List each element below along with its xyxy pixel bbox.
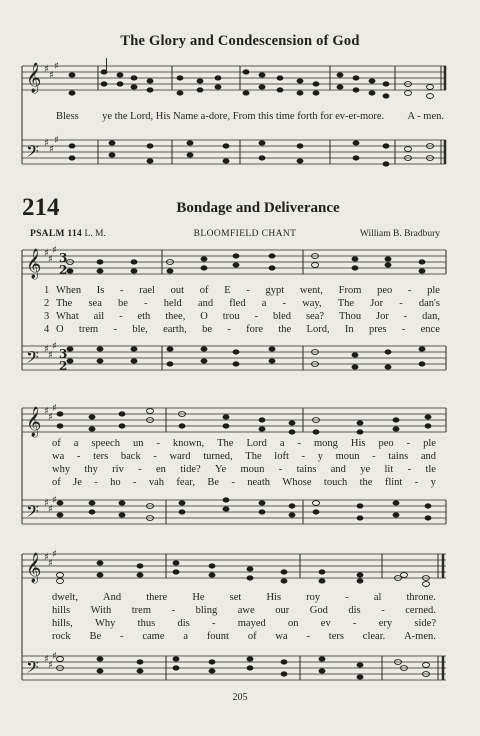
- lyric-word: -: [138, 464, 142, 475]
- svg-text:♯: ♯: [52, 495, 57, 506]
- lyric-word: flint: [384, 477, 403, 488]
- lyric-word: ail: [93, 311, 105, 322]
- page-heading: The Glory and Condescension of God: [120, 33, 360, 49]
- lyric-word: why: [52, 464, 71, 475]
- lyric-word: mong: [313, 438, 338, 449]
- lyric-word: our: [275, 605, 290, 616]
- lyric-word: -: [120, 285, 124, 296]
- tune-name: BLOOMFIELD CHANT: [193, 229, 297, 239]
- top-lyric-line: [56, 111, 444, 123]
- svg-text:♯: ♯: [54, 61, 59, 72]
- lyric-word: vah: [148, 477, 165, 488]
- lyric-word: -: [76, 451, 81, 462]
- lyric-word: The: [245, 451, 262, 462]
- lyric-word: out: [170, 285, 185, 296]
- lyric-word: Thou: [338, 311, 362, 322]
- lyric-word: -: [211, 618, 216, 629]
- lyric-word: tide?: [180, 464, 201, 475]
- lyric-word: roy: [306, 592, 321, 603]
- lyric-word: -: [372, 451, 376, 462]
- svg-text:♯: ♯: [48, 504, 53, 515]
- lyric-word: ple: [423, 438, 436, 449]
- page-number: 205: [232, 692, 248, 703]
- lyric-word: The: [56, 298, 73, 309]
- lyric-word: ence: [420, 324, 440, 335]
- svg-text:𝄢: 𝄢: [26, 657, 39, 681]
- lyric-word: be: [118, 298, 128, 309]
- bass-staff: [22, 140, 446, 164]
- lyric-word: thee,: [165, 311, 186, 322]
- lyric-word: of: [199, 285, 209, 296]
- treble-clef-icon: 𝄞: [26, 63, 42, 93]
- lyric-word: Bless: [56, 111, 79, 122]
- svg-text:2: 2: [59, 359, 68, 373]
- lyric-word: bling: [195, 605, 218, 616]
- svg-text:𝄢: 𝄢: [26, 347, 39, 371]
- lyric-word: Jor: [370, 298, 384, 309]
- lyric-word: Lord,: [306, 324, 330, 335]
- lyric-word: sea?: [305, 311, 325, 322]
- lyric-line: [52, 438, 436, 450]
- lyric-word: ters: [328, 631, 344, 642]
- lyric-word: dan's: [418, 298, 440, 309]
- lyric-word: y: [430, 477, 436, 488]
- lyric-word: bled: [272, 311, 292, 322]
- lyric-word: peo: [377, 285, 393, 296]
- lyric-word: -: [381, 605, 385, 616]
- lyric-word: tle: [425, 464, 436, 475]
- lyric-word: What: [56, 311, 79, 322]
- lyric-word: thy: [84, 464, 98, 475]
- lyric-word: A-men.: [404, 631, 436, 642]
- lyric-word: fore: [246, 324, 264, 335]
- lyric-word: -: [254, 311, 259, 322]
- svg-text:♯: ♯: [54, 135, 59, 146]
- lyric-word: a: [183, 631, 188, 642]
- svg-text:♯: ♯: [48, 660, 53, 671]
- lyric-word: With: [90, 605, 112, 616]
- lyric-word: pres: [368, 324, 387, 335]
- svg-text:𝄢: 𝄢: [26, 501, 39, 525]
- lyric-word: He: [192, 592, 205, 603]
- lyric-word: ery: [378, 618, 393, 629]
- lyric-word: un: [132, 438, 144, 449]
- meter: L. M.: [84, 229, 106, 239]
- lyric-word: -: [306, 631, 310, 642]
- svg-text:♯: ♯: [44, 406, 49, 417]
- lyric-line: [56, 311, 440, 323]
- svg-text:♯: ♯: [44, 344, 49, 355]
- svg-text:♯: ♯: [44, 552, 49, 563]
- lyric-word: dan,: [422, 311, 440, 322]
- lyric-word: tains: [296, 464, 317, 475]
- lyric-word: eth: [137, 311, 151, 322]
- lyric-word: rock: [52, 631, 71, 642]
- composer: William B. Bradbury: [359, 229, 440, 239]
- lyric-word: speech: [91, 438, 120, 449]
- lyric-word: -: [403, 311, 408, 322]
- lyric-word: Je: [73, 477, 82, 488]
- lyric-word: -: [345, 592, 349, 603]
- lyric-word: went,: [299, 285, 323, 296]
- lyric-word: -: [227, 324, 231, 335]
- lyric-word: -: [406, 438, 411, 449]
- lyric-word: sea: [88, 298, 102, 309]
- lyric-word: held: [163, 298, 182, 309]
- lyric-word: awe: [237, 605, 255, 616]
- lyric-word: His: [266, 592, 282, 603]
- lyric-word: -: [278, 464, 283, 475]
- lyric-line: [56, 285, 440, 297]
- lyric-word: dis: [348, 605, 361, 616]
- lyric-word: -: [171, 605, 176, 616]
- lyric-word: trem: [131, 605, 152, 616]
- lyric-word: ye the Lord, His Name a-dore, From this time forth for ev-er-more.: [102, 111, 385, 122]
- lyric-word: -: [231, 477, 235, 488]
- lyric-word: rael: [139, 285, 155, 296]
- lyric-word: ters: [93, 451, 109, 462]
- verse-number: 3: [44, 311, 50, 322]
- lyric-word: mayed: [237, 618, 266, 629]
- lyric-word: en: [156, 464, 166, 475]
- verse-number: 1: [44, 285, 50, 296]
- lyric-word: -: [399, 298, 403, 309]
- lyric-word: the: [359, 477, 373, 488]
- lyric-word: -: [133, 477, 137, 488]
- lyric-word: fount: [206, 631, 229, 642]
- svg-text:3: 3: [59, 347, 68, 361]
- lyric-word: ho: [110, 477, 121, 488]
- svg-text:2: 2: [59, 263, 68, 277]
- lyric-word: Jor: [376, 311, 389, 322]
- lyric-word: God: [309, 605, 328, 616]
- lyric-word: hills,: [52, 618, 73, 629]
- lyric-word: O: [56, 324, 64, 335]
- lyric-line: [52, 631, 436, 643]
- lyric-word: Is: [96, 285, 105, 296]
- lyric-word: -: [113, 324, 117, 335]
- lyric-line: [52, 464, 436, 476]
- lyric-word: O: [200, 311, 208, 322]
- lyric-word: clear.: [362, 631, 386, 642]
- psalm-reference: PSALM 114: [30, 229, 83, 239]
- lyric-word: -: [246, 285, 250, 296]
- lyric-word: hills: [52, 605, 71, 616]
- lyric-word: a: [261, 298, 267, 309]
- lyric-line: [52, 618, 436, 630]
- lyric-word: When: [56, 285, 82, 296]
- svg-text:♯: ♯: [48, 558, 53, 569]
- lyric-word: -: [352, 618, 357, 629]
- svg-text:♯: ♯: [49, 70, 54, 81]
- lyric-word: -: [156, 438, 160, 449]
- lyric-word: ward: [169, 451, 191, 462]
- svg-text:♯: ♯: [49, 144, 54, 155]
- lyric-line: [52, 605, 436, 617]
- lyric-word: E: [224, 285, 231, 296]
- treble-staff: [22, 66, 446, 90]
- lyric-line: [52, 451, 436, 463]
- lyric-word: -: [414, 477, 419, 488]
- svg-text:𝄞: 𝄞: [26, 249, 42, 279]
- lyric-word: back: [120, 451, 141, 462]
- lyric-word: -: [401, 324, 406, 335]
- lyric-word: of: [52, 438, 61, 449]
- lyric-word: fled: [229, 298, 246, 309]
- lyric-word: ble,: [132, 324, 148, 335]
- svg-text:♯: ♯: [48, 254, 53, 265]
- lyric-word: Ye: [214, 464, 227, 475]
- svg-text:3: 3: [59, 251, 68, 265]
- lyric-word: From: [338, 285, 362, 296]
- lyric-word: dwelt,: [52, 592, 78, 603]
- lyric-word: neath: [247, 477, 270, 488]
- lyric-word: y: [317, 451, 323, 462]
- svg-text:♯: ♯: [48, 412, 53, 423]
- svg-text:♯: ♯: [44, 498, 49, 509]
- lyric-word: wa: [275, 631, 288, 642]
- lyric-word: gypt: [265, 285, 285, 296]
- bass-clef-icon: 𝄢: [26, 141, 39, 165]
- svg-text:♯: ♯: [44, 138, 49, 149]
- lyric-word: al: [373, 592, 382, 603]
- lyric-word: the: [278, 324, 292, 335]
- verse-number: 4: [44, 324, 50, 335]
- lyric-word: wa: [52, 451, 65, 462]
- lyric-word: His: [350, 438, 366, 449]
- lyric-word: came: [142, 631, 165, 642]
- lyric-word: -: [153, 451, 157, 462]
- lyric-word: on: [288, 618, 299, 629]
- lyric-word: The: [217, 438, 234, 449]
- svg-text:♯: ♯: [44, 64, 49, 75]
- lyric-word: fear,: [176, 477, 195, 488]
- lyric-word: -: [120, 631, 124, 642]
- lyric-word: Be: [207, 477, 219, 488]
- lyric-word: A - men.: [407, 111, 444, 122]
- lyric-word: Lord: [246, 438, 267, 449]
- lyric-word: set: [229, 592, 242, 603]
- lyric-word: dis: [177, 618, 190, 629]
- lyric-word: And: [103, 592, 122, 603]
- lyric-word: touch: [323, 477, 348, 488]
- lyric-word: ye: [360, 464, 371, 475]
- lyric-word: a: [279, 438, 285, 449]
- lyric-word: riv: [112, 464, 124, 475]
- lyric-word: -: [407, 464, 412, 475]
- lyric-word: ple: [427, 285, 440, 296]
- lyric-word: Be: [89, 631, 102, 642]
- lyric-word: known,: [172, 438, 205, 449]
- lyric-word: and: [330, 464, 346, 475]
- lyric-word: loft: [274, 451, 289, 462]
- lyric-word: -: [282, 298, 287, 309]
- lyric-word: of: [52, 477, 61, 488]
- lyric-word: -: [119, 311, 123, 322]
- lyric-word: tains: [388, 451, 409, 462]
- lyric-word: Why: [94, 618, 116, 629]
- svg-text:♯: ♯: [52, 651, 57, 662]
- lyric-word: Whose: [282, 477, 312, 488]
- lyric-word: and: [420, 451, 436, 462]
- lyric-word: moun: [240, 464, 265, 475]
- lyric-word: way,: [302, 298, 322, 309]
- hymn-title: Bondage and Deliverance: [176, 200, 340, 216]
- lyric-word: ev: [320, 618, 331, 629]
- lyric-word: The: [337, 298, 355, 309]
- lyric-line: [56, 324, 440, 336]
- svg-text:♯: ♯: [52, 245, 57, 256]
- lyric-word: In: [344, 324, 354, 335]
- hymn-number: 214: [22, 194, 60, 221]
- lyric-word: side?: [414, 618, 436, 629]
- lyric-word: cerned.: [405, 605, 436, 616]
- lyric-word: -: [407, 285, 412, 296]
- svg-text:𝄞: 𝄞: [26, 407, 42, 437]
- lyric-line: [56, 298, 440, 310]
- lyric-line: [52, 477, 436, 489]
- lyric-word: -: [144, 298, 148, 309]
- lyric-line: [52, 592, 436, 604]
- svg-text:♯: ♯: [52, 341, 57, 352]
- lyric-word: thus: [137, 618, 156, 629]
- lyric-word: peo: [378, 438, 394, 449]
- lyric-word: -: [94, 477, 98, 488]
- lyric-word: be: [202, 324, 212, 335]
- lyric-word: -: [297, 438, 301, 449]
- lyric-word: there: [146, 592, 168, 603]
- lyric-word: a: [73, 438, 79, 449]
- lyric-word: trou: [222, 311, 240, 322]
- svg-text:♯: ♯: [44, 248, 49, 259]
- lyric-word: turned,: [203, 451, 233, 462]
- svg-text:♯: ♯: [44, 654, 49, 665]
- svg-text:𝄞: 𝄞: [26, 553, 42, 583]
- svg-text:♯: ♯: [52, 549, 57, 560]
- svg-text:♯: ♯: [52, 403, 57, 414]
- lyric-word: of: [247, 631, 257, 642]
- svg-text:♯: ♯: [48, 350, 53, 361]
- lyric-word: and: [197, 298, 214, 309]
- lyric-word: earth,: [163, 324, 187, 335]
- lyric-word: trem: [78, 324, 99, 335]
- lyric-word: -: [301, 451, 306, 462]
- lyric-word: throne.: [406, 592, 436, 603]
- lyric-word: moun: [335, 451, 360, 462]
- verse-number: 2: [44, 298, 50, 309]
- lyric-word: lit: [384, 464, 394, 475]
